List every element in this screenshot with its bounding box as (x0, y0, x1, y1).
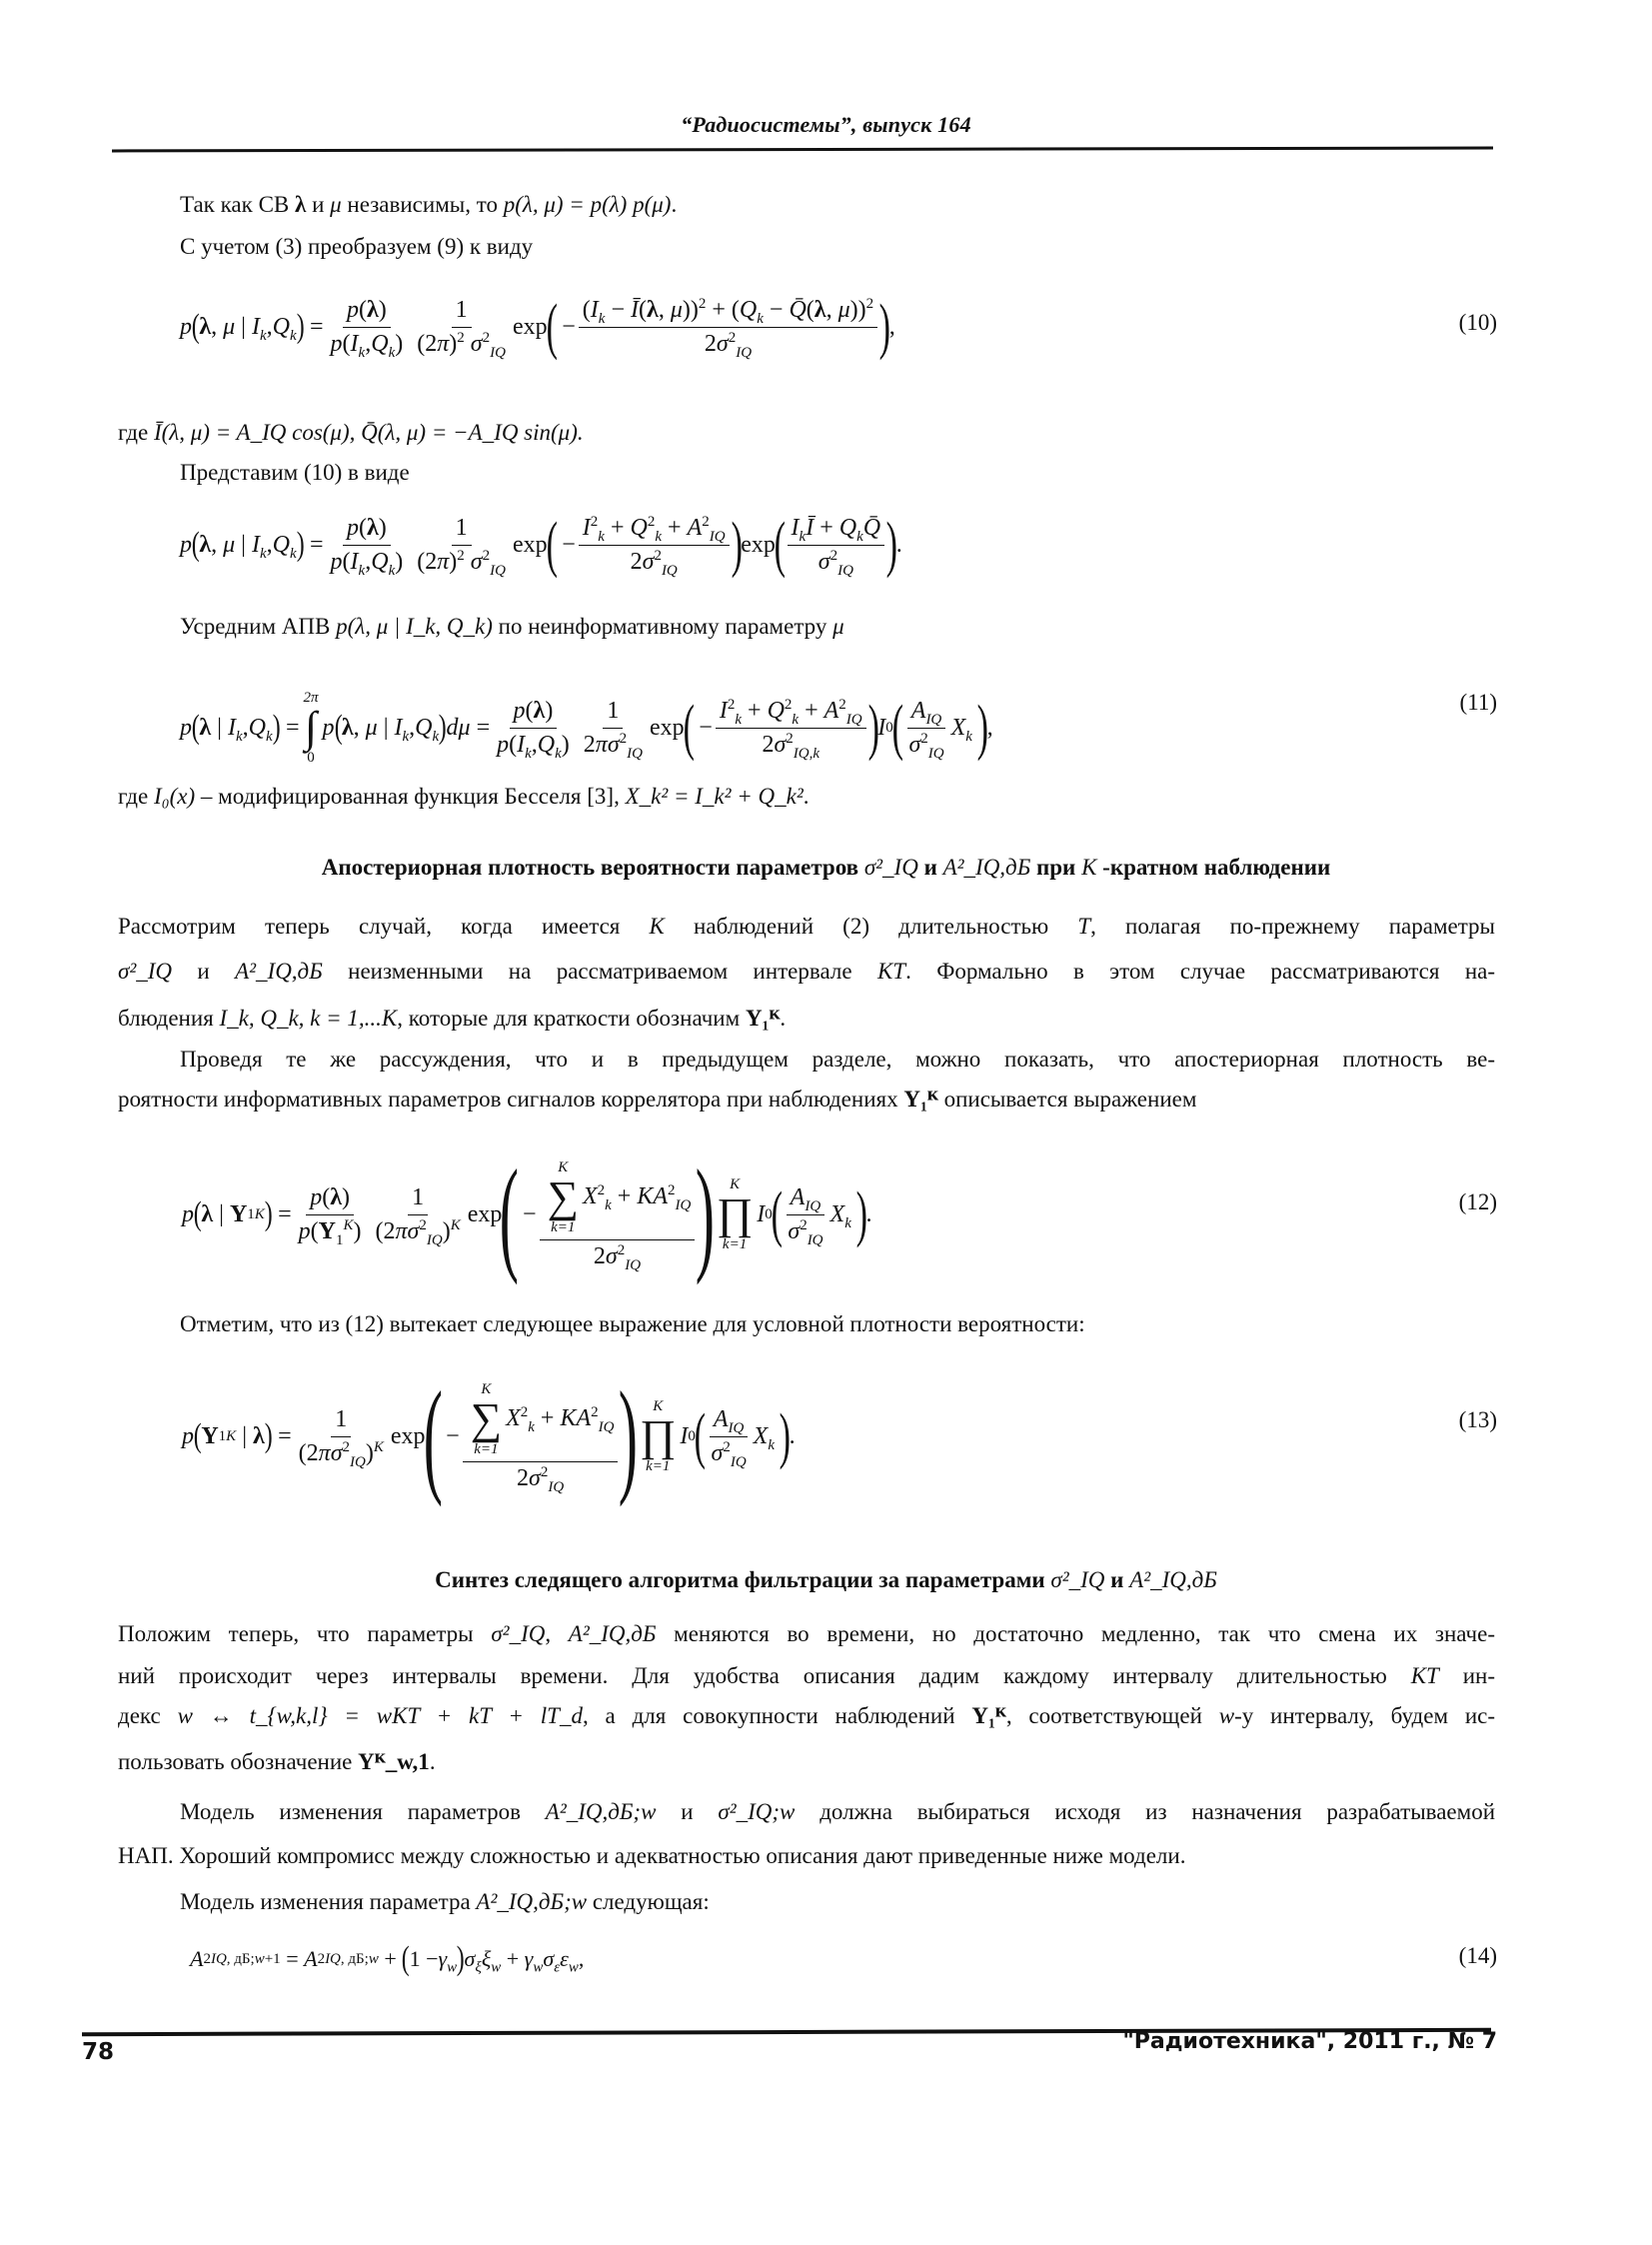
equation-13: p ( Y 1 K | λ ) = $\frac{1}{(2\pi\sigma^2_{IQ})^K}$ exp ( − K ∑ k=1 $X^2_k + KA^2_{IQ}$ $2\sigma^2_{IQ}$ ) K ∏ k=1 I 0 ( $\frac{A_{IQ}}{\sigma^2_{IQ}}$ $X_k$ ) . (182, 1365, 796, 1507)
paragraph-independence: Так как СВ λ и μ независимы, то p(λ, μ) = p(λ) p(μ). (180, 192, 678, 217)
paragraph-reasoning-line-2: роятности информативных параметров сигналов коррелятора при наблюдениях Y₁ᴷ описывается выражением (118, 1087, 1197, 1112)
equation-11: p ( λ | $I_k$ , $Q_k$ ) = 2π ∫ 0 p ( λ , μ | $I_k$ , $Q_k$ ) dμ = $\frac{p(\lambda)}{p(I_k,Q_k)}$ $\frac{1}{2\pi\sigma^2_{IQ}}$ exp ( − $\frac{I^2_k + Q^2_k + A^2_{IQ}}{2\sigma^2_{IQ,k}}$ ) I 0 ( $\frac{A_{IQ}}{\sigma^2_{IQ}}$ $X_k$ ) , (180, 689, 993, 766)
paragraph-slow-change-line-2: ний происходит через интервалы времени. Для удобства описания дадим каждому интервалу длительностью KT ин- (118, 1663, 1496, 1688)
journal-footer: "Радиотехника", 2011 г., № 7 (1122, 2029, 1497, 2054)
paragraph-slow-change-line-4: пользовать обозначение Yᴷ_w,1. (118, 1749, 436, 1774)
equation-number: (11) (1459, 690, 1497, 715)
equation-10-expanded: p ( λ , μ | $I_k$ , $Q_k$ ) = $\frac{p(\lambda)}{p(I_k,Q_k)}$ $\frac{1}{(2\pi)^2 \sigma^2_{IQ}}$ exp ( − $\frac{I^2_k + Q^2_k + A^2_{IQ}}{2\sigma^2_{IQ}}$ ) exp ( $\frac{I_kĪ + Q_kQ̄}{\sigma^2_{IQ}}$ ) . (180, 511, 902, 579)
section-heading-posterior: Апостериорная плотность вероятности параметров σ²_IQ и A²_IQ,дБ при K -кратном наблюдении (321, 855, 1331, 880)
paragraph-model-amplitude: Модель изменения параметра A²_IQ,дБ;w следующая: (180, 1889, 710, 1914)
paragraph-k-observations-line-2: σ²_IQ и A²_IQ,дБ неизменными на рассматриваемом интервале KT. Формально в этом случае рассматриваются на- (118, 959, 1496, 984)
equation-12: p ( λ | Y 1 K ) = $\frac{p(\lambda)}{p(Y_1^K)}$ $\frac{1}{(2\pi\sigma^2_{IQ})^K}$ exp ( − K ∑ k=1 $X^2_k + KA^2_{IQ}$ $2\sigma^2_{IQ}$ ) K ∏ k=1 I 0 ( $\frac{A_{IQ}}{\sigma^2_{IQ}}$ $X_k$ ) . (182, 1143, 872, 1285)
header-rule (112, 147, 1493, 153)
paragraph-average: Усредним АПВ p(λ, μ | I_k, Q_k) по неинформативному параметру μ (180, 614, 844, 639)
paragraph-transform: С учетом (3) преобразуем (9) к виду (180, 234, 534, 259)
equation-number: (10) (1458, 310, 1497, 335)
definition-I-Q: где Ī(λ, μ) = A_IQ cos(μ), Q̄(λ, μ) = −A_IQ sin(μ). (118, 420, 584, 445)
paragraph-conditional: Отметим, что из (12) вытекает следующее выражение для условной плотности вероятности: (180, 1311, 1085, 1336)
running-head: “Радиосистемы”, выпуск 164 (681, 112, 971, 137)
section-heading-synthesis: Синтез следящего алгоритма фильтрации за параметрами σ²_IQ и A²_IQ,дБ (435, 1567, 1217, 1592)
paragraph-reasoning-line-1: Проведя те же рассуждения, что и в предыдущем разделе, можно показать, что апостериорная плотность ве- (180, 1047, 1495, 1072)
paragraph-model-line-1: Модель изменения параметров A²_IQ,дБ;w и σ²_IQ;w должна выбираться исходя из назначения разрабатываемой (180, 1799, 1495, 1824)
equation-number: (12) (1458, 1189, 1497, 1214)
paragraph-represent: Представим (10) в виде (180, 460, 410, 485)
paragraph-k-observations-line-3: блюдения I_k, Q_k, k = 1,...K, которые для краткости обозначим Y₁ᴷ. (118, 1006, 787, 1031)
equation-10: p ( λ , μ | $I_k$ , $Q_k$ ) = $\frac{p(\lambda)}{p(I_k,Q_k)}$ $\frac{1}{(2\pi)^2 \sigma^2_{IQ}}$ exp ( − $\frac{(I_k - Ī(\lambda, \mu))^2 + (Q_k - Q̄(\lambda, \mu))^2}{2\sigma^2_{IQ}}$ ) , (180, 293, 895, 361)
inline-formula: p(λ, μ) = p(λ) p(μ) (503, 192, 672, 217)
paragraph-k-observations-line-1: Рассмотрим теперь случай, когда имеется K наблюдений (2) длительностью T, полагая по-прежнему параметры (118, 914, 1495, 939)
paragraph-slow-change-line-3: декс w ↔ t_{w,k,l} = wKT + kT + lT_d, а для совокупности наблюдений Y₁ᴷ, соответствующей w-у интервалу, будем ис- (118, 1703, 1496, 1728)
equation-number: (13) (1458, 1407, 1497, 1432)
page-number: 78 (82, 2039, 115, 2065)
paragraph-model-line-2: НАП. Хороший компромисс между сложностью и адекватностью описания дают приведенные ниже модели. (118, 1843, 1186, 1868)
definition-bessel: где I₀(x) – модифицированная функция Бесселя [3], X_k² = I_k² + Q_k². (118, 784, 810, 809)
equation-14: A 2 IQ, дБ;w+1 = A 2 IQ, дБ;w + ( 1 − $\gamma_w$ ) $\sigma_\xi\xi_w$ + $\gamma_w\sigma_\varepsilon\varepsilon_w$ , (190, 1940, 585, 1977)
paragraph-slow-change-line-1: Положим теперь, что параметры σ²_IQ, A²_IQ,дБ меняются во времени, но достаточно медленно, так что смена их значе- (118, 1621, 1495, 1646)
equation-number: (14) (1458, 1943, 1497, 1968)
